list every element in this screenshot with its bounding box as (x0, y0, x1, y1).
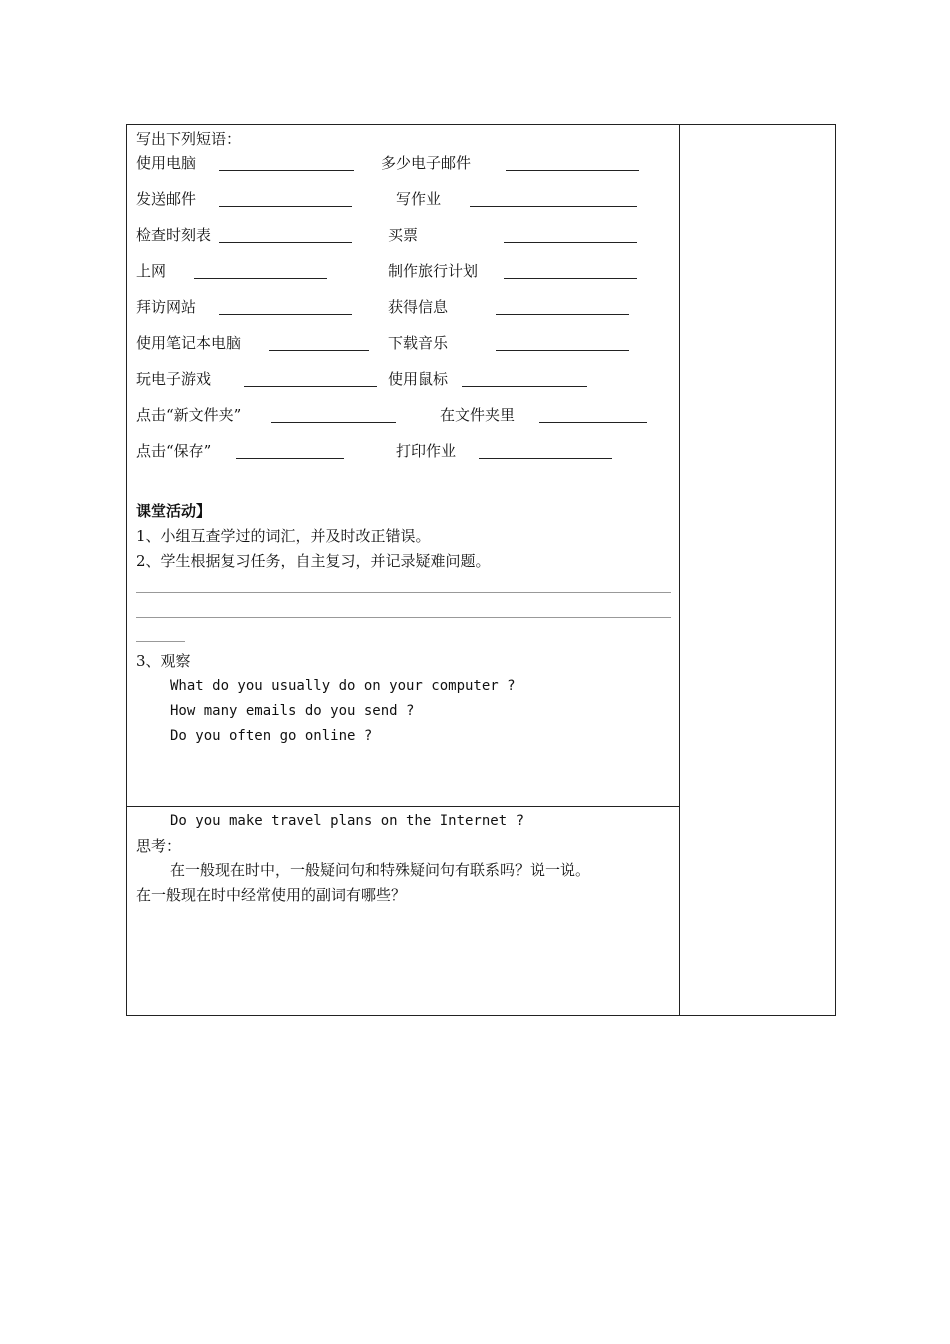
phrase-use-laptop: 使用笔记本电脑 (136, 334, 242, 352)
answer-blank[interactable] (219, 206, 352, 207)
answer-blank[interactable] (244, 386, 377, 387)
answer-blank[interactable] (219, 242, 352, 243)
answer-blank[interactable] (506, 170, 639, 171)
phrase-click-save: 点击“保存” (136, 442, 212, 460)
answer-blank[interactable] (496, 350, 629, 351)
phrase-in-folder: 在文件夹里 (440, 406, 516, 424)
phrase-use-mouse: 使用鼠标 (388, 370, 449, 388)
think-question-2: 在一般现在时中经常使用的副词有哪些？ (136, 886, 407, 904)
class-activity-heading: 课堂活动】 (136, 502, 212, 520)
notes-line[interactable] (136, 641, 185, 642)
phrase-print-homework: 打印作业 (396, 442, 457, 460)
answer-blank[interactable] (236, 458, 344, 459)
answer-blank[interactable] (194, 278, 327, 279)
answer-blank[interactable] (479, 458, 612, 459)
answer-blank[interactable] (219, 314, 352, 315)
section1-heading: 写出下列短语： (136, 130, 242, 148)
answer-blank[interactable] (496, 314, 629, 315)
phrase-get-information: 获得信息 (388, 298, 449, 316)
answer-blank[interactable] (470, 206, 637, 207)
example-sentence-1: What do you usually do on your computer ? (170, 678, 516, 694)
phrase-use-computer: 使用电脑 (136, 154, 197, 172)
answer-blank[interactable] (504, 278, 637, 279)
activity-item-1: 1、小组互查学过的词汇，并及时改正错误。 (136, 527, 431, 545)
observe-label: 3、观察 (136, 652, 191, 670)
phrase-click-new-folder: 点击“新文件夹” (136, 406, 242, 424)
answer-blank[interactable] (271, 422, 396, 423)
answer-blank[interactable] (504, 242, 637, 243)
phrase-check-timetable: 检查时刻表 (136, 226, 212, 244)
answer-blank[interactable] (219, 170, 354, 171)
notes-line[interactable] (136, 592, 671, 593)
phrase-do-homework: 写作业 (396, 190, 442, 208)
think-question-1: 在一般现在时中，一般疑问句和特殊疑问句有联系吗？说一说。 (170, 861, 591, 879)
activity-item-2: 2、学生根据复习任务，自主复习，并记录疑难问题。 (136, 552, 491, 570)
phrase-play-games: 玩电子游戏 (136, 370, 212, 388)
example-sentence-2: How many emails do you send ? (170, 703, 415, 719)
phrase-send-email: 发送邮件 (136, 190, 197, 208)
column-divider (679, 124, 680, 1016)
phrase-go-online: 上网 (136, 262, 167, 280)
phrase-how-many-emails: 多少电子邮件 (381, 154, 472, 172)
think-label: 思考： (136, 837, 182, 855)
example-sentence-4: Do you make travel plans on the Internet ? (170, 813, 525, 829)
phrase-download-music: 下载音乐 (388, 334, 449, 352)
table-frame (126, 124, 836, 1016)
answer-blank[interactable] (269, 350, 369, 351)
phrase-visit-websites: 拜访网站 (136, 298, 197, 316)
phrase-buy-tickets: 买票 (388, 226, 419, 244)
example-sentence-3: Do you often go online ? (170, 728, 373, 744)
phrase-make-travel-plans: 制作旅行计划 (388, 262, 479, 280)
answer-blank[interactable] (539, 422, 647, 423)
answer-blank[interactable] (462, 386, 587, 387)
row-divider (126, 806, 680, 807)
notes-line[interactable] (136, 617, 671, 618)
